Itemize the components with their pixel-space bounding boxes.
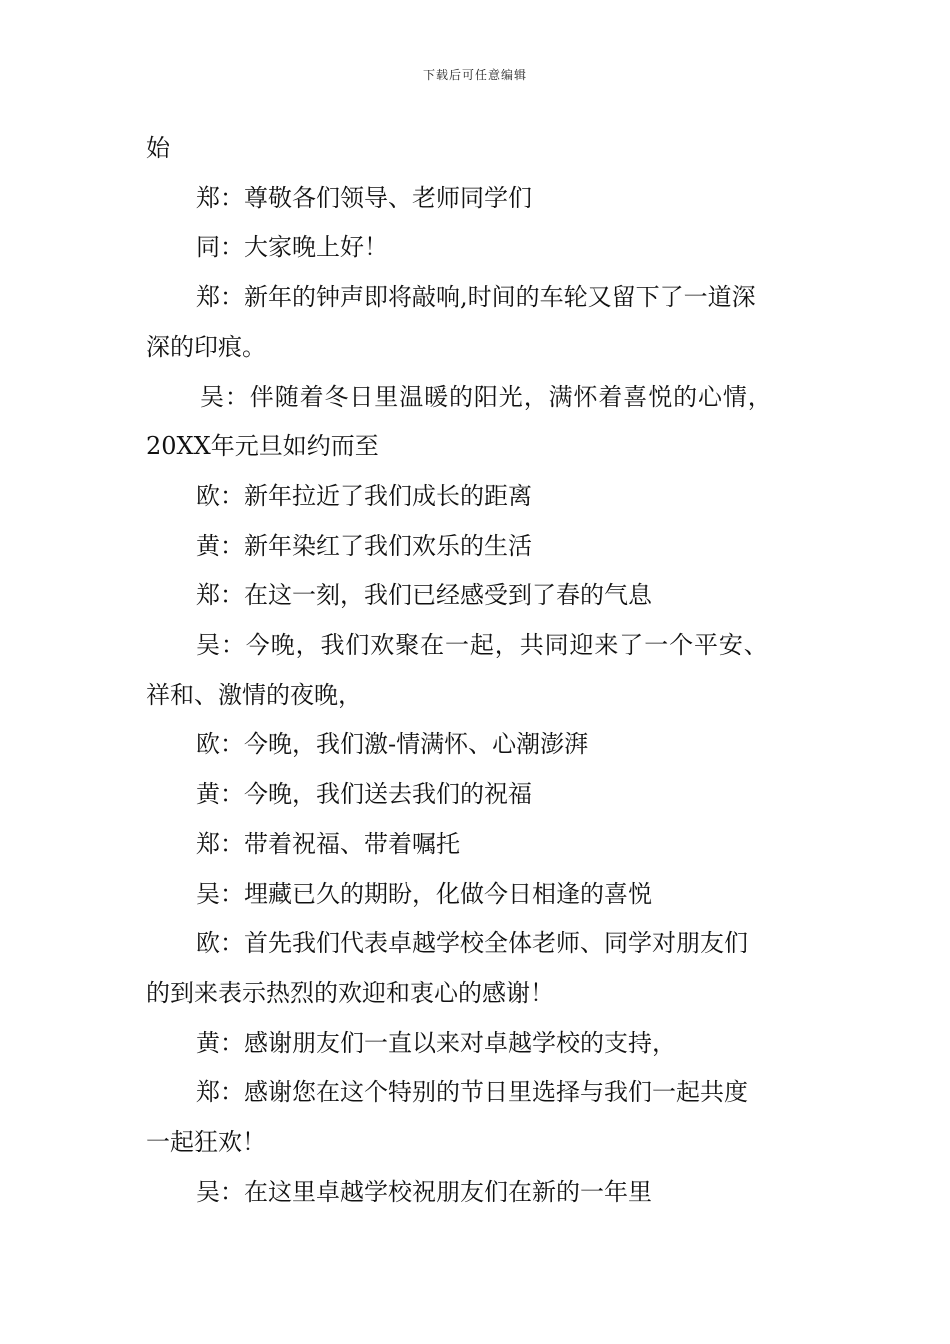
paragraph-line: 吴：在这里卓越学校祝朋友们在新的一年里 (196, 1177, 652, 1206)
paragraph-line: 的到来表示热烈的欢迎和衷心的感谢！ (146, 978, 554, 1007)
paragraph-line: 祥和、激情的夜晚， (146, 680, 362, 709)
paragraph-line: 始 (146, 134, 170, 162)
paragraph-line: 郑：感谢您在这个特别的节日里选择与我们一起共度 (196, 1078, 748, 1107)
paragraph-line: 20XX年元旦如约而至 (146, 432, 379, 461)
paragraph-line: 吴：埋藏已久的期盼，化做今日相逢的喜悦 (196, 879, 652, 908)
paragraph-line: 欧：今晚，我们激-情满怀、心潮澎湃 (196, 730, 589, 759)
paragraph-line: 吴：今晚，我们欢聚在一起，共同迎来了一个平安、 (196, 631, 769, 660)
paragraph-line: 欧：首先我们代表卓越学校全体老师、同学对朋友们 (196, 929, 748, 958)
paragraph-line: 黄：感谢朋友们一直以来对卓越学校的支持， (196, 1028, 676, 1057)
paragraph-line: 吴：伴随着冬日里温暖的阳光，满怀着喜悦的心情， (200, 382, 773, 411)
paragraph-line: 郑：在这一刻，我们已经感受到了春的气息 (196, 581, 652, 610)
paragraph-line: 一起狂欢！ (146, 1128, 266, 1157)
paragraph-line: 黄：新年染红了我们欢乐的生活 (196, 531, 532, 560)
document-body (146, 124, 826, 1217)
paragraph-line: 郑：带着祝福、带着嘱托 (196, 829, 460, 858)
page-header: 下载后可任意编辑 (422, 68, 527, 82)
paragraph-line: 欧：新年拉近了我们成长的距离 (196, 481, 532, 510)
paragraph-line: 同：大家晚上好！ (196, 233, 388, 262)
paragraph-line: 深的印痕。 (146, 332, 266, 361)
paragraph-line: 黄：今晚，我们送去我们的祝福 (196, 780, 532, 809)
paragraph-line: 郑：新年的钟声即将敲响,时间的车轮又留下了一道深 (196, 283, 756, 312)
paragraph-line: 郑：尊敬各们领导、老师同学们 (196, 183, 532, 212)
